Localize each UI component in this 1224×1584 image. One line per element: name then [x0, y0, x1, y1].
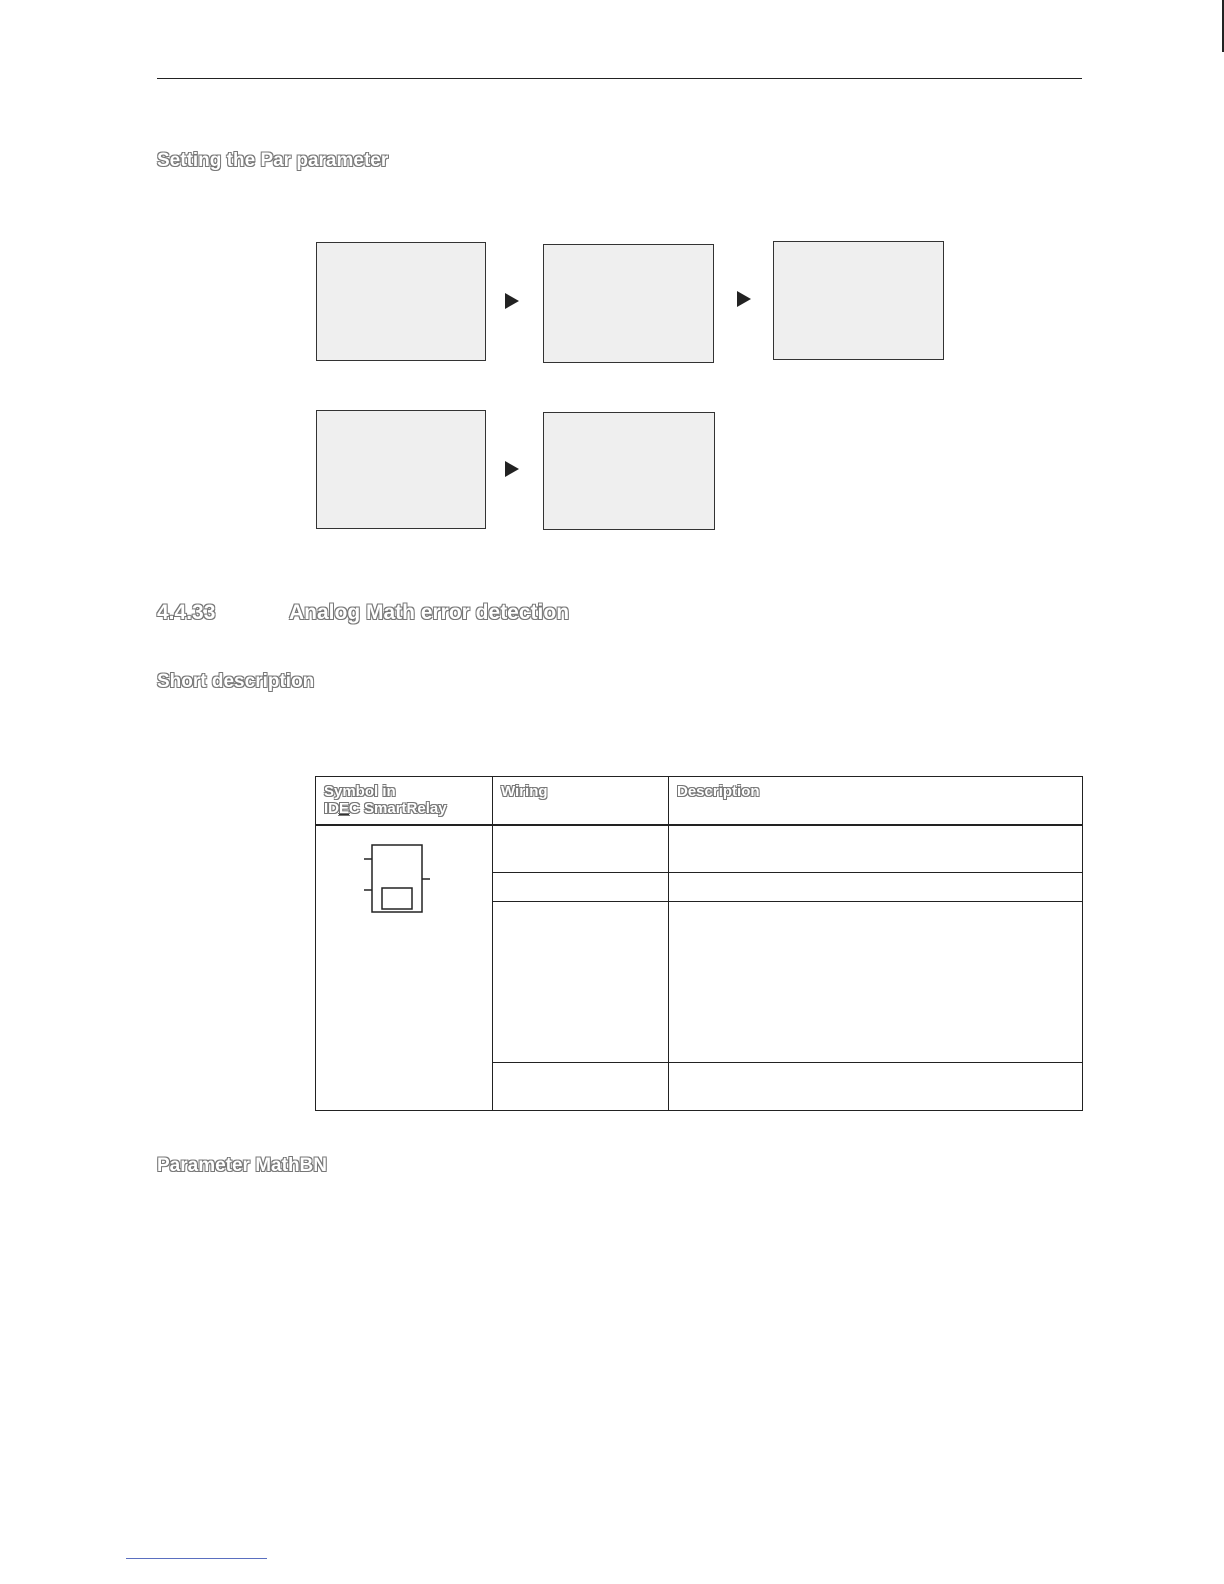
- table-header-row: [316, 777, 1083, 825]
- header-wiring-label: Wiring: [501, 783, 548, 800]
- heading-setting-par: Setting the Par parameter: [157, 150, 389, 171]
- header-description: [669, 777, 1083, 825]
- section-title: Analog Math error detection: [289, 601, 570, 624]
- description-cell: [669, 825, 1083, 873]
- header-symbol-suffix: C SmartRelay: [349, 800, 447, 817]
- arrow-right-icon: [505, 293, 519, 309]
- table-row: [316, 825, 1083, 873]
- header-description-label: Description: [677, 783, 760, 800]
- wiring-cell: [493, 902, 669, 1063]
- arrow-right-icon: [737, 291, 751, 307]
- wiring-cell: [493, 825, 669, 873]
- section-number: 4.4.33: [157, 601, 216, 624]
- footer-rule: [126, 1558, 267, 1559]
- arrow-right-icon: [505, 461, 519, 477]
- function-block-symbol-icon: [360, 840, 450, 920]
- symbol-cell: [316, 825, 493, 1111]
- lcd-display-2: [543, 244, 714, 363]
- lcd-display-4: [316, 410, 486, 529]
- description-cell: [669, 873, 1083, 902]
- header-symbol-prefix: ID: [324, 800, 339, 817]
- header-symbol-line2: [324, 800, 484, 817]
- wiring-cell: [493, 873, 669, 902]
- heading-short-description: Short description: [157, 671, 315, 692]
- function-table: [315, 776, 1083, 1111]
- lcd-display-5: [543, 412, 715, 530]
- wiring-cell: [493, 1063, 669, 1111]
- description-cell: [669, 902, 1083, 1063]
- heading-parameter-mathbn: Parameter MathBN: [157, 1155, 327, 1176]
- lcd-display-1: [316, 242, 486, 361]
- header-symbol: [316, 777, 493, 825]
- description-cell: [669, 1063, 1083, 1111]
- header-symbol-e: E: [339, 800, 350, 817]
- lcd-display-3: [773, 241, 944, 360]
- header-rule: [157, 78, 1082, 79]
- header-wiring: [493, 777, 669, 825]
- header-symbol-line1: Symbol in: [324, 783, 396, 800]
